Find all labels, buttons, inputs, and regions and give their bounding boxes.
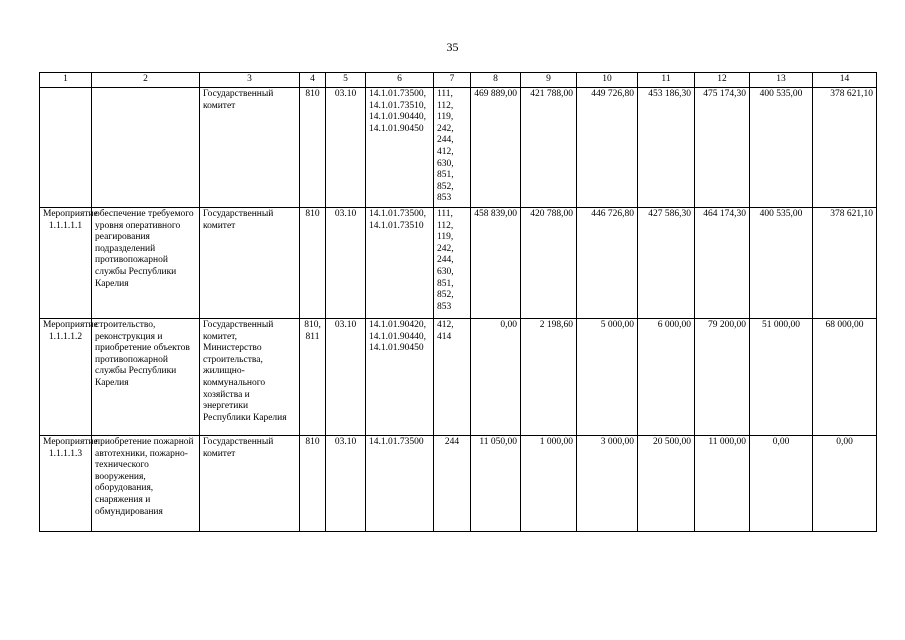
column-header: 7 — [434, 73, 471, 88]
budget-table — [39, 72, 877, 532]
cell-grbs: 810 — [300, 436, 326, 532]
column-header: 5 — [326, 73, 366, 88]
cell-rzpr: 03.10 — [326, 208, 366, 319]
cell-value: 469 889,00 — [471, 88, 521, 208]
cell-code — [40, 88, 92, 208]
cell-value: 378 621,10 — [813, 208, 877, 319]
cell-value: 68 000,00 — [813, 319, 877, 436]
table-row — [40, 319, 877, 436]
cell-code: Мероприятие 1.1.1.1.2 — [40, 319, 92, 436]
cell-csr: 14.1.01.73500 — [366, 436, 434, 532]
table-row — [40, 88, 877, 208]
header-row — [40, 73, 877, 88]
column-header: 8 — [471, 73, 521, 88]
column-header: 10 — [577, 73, 638, 88]
cell-csr: 14.1.01.73500, 14.1.01.73510 — [366, 208, 434, 319]
cell-name: приобретение пожарной автотехники, пожарно-технического вооружения, оборудования, снаряжения и обмундирования — [92, 436, 200, 532]
cell-value: 453 186,30 — [638, 88, 695, 208]
cell-name — [92, 88, 200, 208]
cell-rzpr: 03.10 — [326, 88, 366, 208]
cell-value: 475 174,30 — [695, 88, 750, 208]
column-header: 14 — [813, 73, 877, 88]
cell-value: 446 726,80 — [577, 208, 638, 319]
cell-code: Мероприятие 1.1.1.1.3 — [40, 436, 92, 532]
cell-grbs: 810 — [300, 208, 326, 319]
cell-executor: Государственный комитет — [200, 88, 300, 208]
column-header: 4 — [300, 73, 326, 88]
cell-value: 0,00 — [750, 436, 813, 532]
cell-grbs: 810, 811 — [300, 319, 326, 436]
cell-value: 449 726,80 — [577, 88, 638, 208]
table-row — [40, 436, 877, 532]
cell-value: 20 500,00 — [638, 436, 695, 532]
cell-value: 464 174,30 — [695, 208, 750, 319]
column-header: 9 — [521, 73, 577, 88]
cell-vr: 111, 112, 119, 242, 244, 412, 630, 851, 852, 853 — [434, 88, 471, 208]
cell-rzpr: 03.10 — [326, 319, 366, 436]
page-number: 35 — [446, 40, 459, 54]
cell-value: 6 000,00 — [638, 319, 695, 436]
cell-csr: 14.1.01.73500, 14.1.01.73510, 14.1.01.90440, 14.1.01.90450 — [366, 88, 434, 208]
cell-grbs: 810 — [300, 88, 326, 208]
cell-value: 400 535,00 — [750, 88, 813, 208]
cell-value: 11 000,00 — [695, 436, 750, 532]
cell-value: 420 788,00 — [521, 208, 577, 319]
cell-executor: Государственный комитет — [200, 208, 300, 319]
cell-value: 378 621,10 — [813, 88, 877, 208]
cell-name: обеспечение требуемого уровня оперативного реагирования подразделений противопожарной службы Республики Карелия — [92, 208, 200, 319]
cell-vr: 412, 414 — [434, 319, 471, 436]
column-header: 11 — [638, 73, 695, 88]
cell-value: 51 000,00 — [750, 319, 813, 436]
column-header: 3 — [200, 73, 300, 88]
cell-code: Мероприятие 1.1.1.1.1 — [40, 208, 92, 319]
column-header: 12 — [695, 73, 750, 88]
cell-executor: Государственный комитет, Министерство строительства, жилищно-коммунального хозяйства и энергетики Республики Карелия — [200, 319, 300, 436]
cell-value: 400 535,00 — [750, 208, 813, 319]
cell-value: 0,00 — [471, 319, 521, 436]
cell-vr: 244 — [434, 436, 471, 532]
cell-value: 0,00 — [813, 436, 877, 532]
cell-value: 11 050,00 — [471, 436, 521, 532]
column-header: 2 — [92, 73, 200, 88]
column-header: 1 — [40, 73, 92, 88]
cell-name: строительство, реконструкция и приобретение объектов противопожарной службы Республики Карелия — [92, 319, 200, 436]
cell-value: 427 586,30 — [638, 208, 695, 319]
cell-value: 1 000,00 — [521, 436, 577, 532]
cell-value: 421 788,00 — [521, 88, 577, 208]
cell-csr: 14.1.01.90420, 14.1.01.90440, 14.1.01.90450 — [366, 319, 434, 436]
column-header: 13 — [750, 73, 813, 88]
cell-executor: Государственный комитет — [200, 436, 300, 532]
cell-vr: 111, 112, 119, 242, 244, 630, 851, 852, 853 — [434, 208, 471, 319]
cell-value: 2 198,60 — [521, 319, 577, 436]
column-header: 6 — [366, 73, 434, 88]
cell-value: 458 839,00 — [471, 208, 521, 319]
cell-value: 5 000,00 — [577, 319, 638, 436]
table-row — [40, 208, 877, 319]
cell-value: 3 000,00 — [577, 436, 638, 532]
cell-value: 79 200,00 — [695, 319, 750, 436]
cell-rzpr: 03.10 — [326, 436, 366, 532]
